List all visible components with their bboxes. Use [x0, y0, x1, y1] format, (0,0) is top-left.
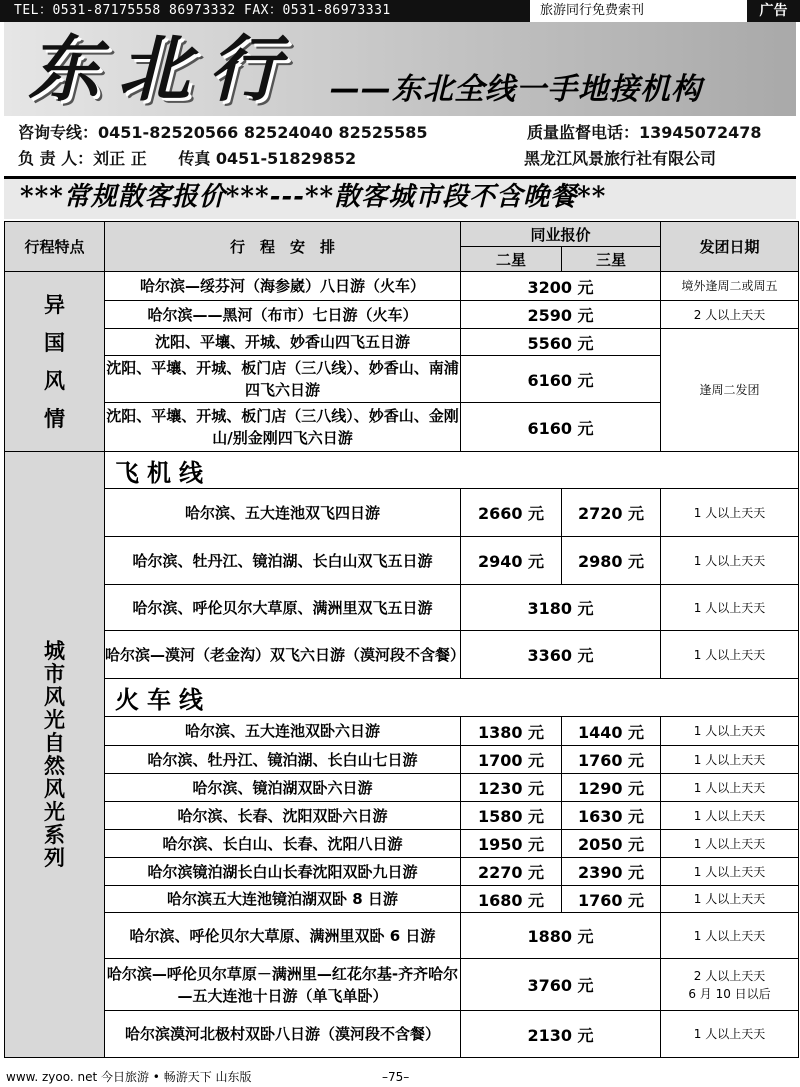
route: 哈尔滨、镜泊湖双卧六日游	[105, 774, 461, 802]
header-date: 发团日期	[661, 222, 799, 272]
table-row	[5, 774, 799, 802]
date: 1 人以上天天	[661, 913, 799, 959]
route: 哈尔滨、牡丹江、镜泊湖、长白山双飞五日游	[105, 537, 461, 585]
route: 哈尔滨、牡丹江、镜泊湖、长白山七日游	[105, 746, 461, 774]
table-row	[5, 272, 799, 301]
table-row	[5, 585, 799, 631]
header-star2: 二星	[461, 247, 562, 272]
price-2star: 1380 元	[461, 717, 562, 746]
hotline-label: 咨询专线：	[18, 123, 99, 142]
date: 1 人以上天天	[661, 802, 799, 830]
fax-value: 0451-51829852	[215, 149, 357, 168]
table-row	[5, 746, 799, 774]
slogan: ——东北全线一手地接机构	[330, 72, 702, 107]
price: 3760 元	[461, 959, 661, 1011]
price-2star: 2270 元	[461, 858, 562, 886]
quality-label: 质量监督电话：	[527, 123, 640, 142]
category-char: 风	[44, 368, 65, 393]
table-row	[5, 1011, 799, 1058]
table-row	[5, 802, 799, 830]
table-row	[5, 301, 799, 329]
price-3star: 1290 元	[562, 774, 661, 802]
ad-badge: 广告	[747, 0, 800, 22]
category-char: 光	[44, 799, 65, 824]
category-char: 光	[44, 707, 65, 732]
page-number: –75–	[382, 1070, 410, 1084]
header-price: 同业报价	[461, 222, 661, 247]
header-star3: 三星	[562, 247, 661, 272]
date: 1 人以上天天	[661, 886, 799, 913]
train-section-label: 火车线	[105, 679, 799, 717]
category-char: 城	[44, 638, 65, 663]
price: 3180 元	[461, 585, 661, 631]
table-row	[5, 913, 799, 959]
price: 5560 元	[461, 329, 661, 356]
contact-bar: TEL：0531-87175558 86973332 FAX：0531-86973331	[0, 0, 530, 22]
route: 哈尔滨镜泊湖长白山长春沈阳双卧九日游	[105, 858, 461, 886]
date: 境外逢周二或周五	[661, 272, 799, 301]
price: 2590 元	[461, 301, 661, 329]
price: 1880 元	[461, 913, 661, 959]
footer	[0, 1068, 800, 1087]
price-3star: 1630 元	[562, 802, 661, 830]
date: 1 人以上天天	[661, 631, 799, 679]
price-3star: 2980 元	[562, 537, 661, 585]
price-3star: 2720 元	[562, 489, 661, 537]
price-2star: 1700 元	[461, 746, 562, 774]
category-char: 风	[44, 776, 65, 801]
date-line: 2 人以上天天	[693, 968, 766, 983]
table-row	[5, 329, 799, 356]
date: 1 人以上天天	[661, 1011, 799, 1058]
tagline: 旅游同行免费索刊	[540, 3, 645, 18]
price: 3200 元	[461, 272, 661, 301]
manager-label: 负 责 人：	[18, 149, 94, 168]
price-3star: 1440 元	[562, 717, 661, 746]
hotline	[18, 121, 428, 145]
manager	[18, 147, 356, 171]
quality-value: 13945072478	[639, 123, 762, 142]
price-3star: 1760 元	[562, 746, 661, 774]
quality-phone	[527, 121, 761, 145]
date: 2 人以上天天	[661, 301, 799, 329]
date: 1 人以上天天	[661, 830, 799, 858]
date	[661, 959, 799, 1011]
logo: 东北行	[28, 26, 299, 111]
date: 1 人以上天天	[661, 489, 799, 537]
header-feature: 行程特点	[5, 222, 105, 272]
price-3star: 2050 元	[562, 830, 661, 858]
date: 1 人以上天天	[661, 717, 799, 746]
route: 哈尔滨、长春、沈阳双卧六日游	[105, 802, 461, 830]
table-row	[5, 489, 799, 537]
date-line: 6 月 10 日以后	[688, 986, 771, 1001]
flight-section-label: 飞机线	[105, 452, 799, 489]
price: 3360 元	[461, 631, 661, 679]
price-2star: 1580 元	[461, 802, 562, 830]
price-3star: 2390 元	[562, 858, 661, 886]
table-row	[5, 959, 799, 1011]
price: 2130 元	[461, 1011, 661, 1058]
footer-site: www. zyoo. net 今日旅游 • 畅游天下 山东版	[6, 1070, 252, 1084]
route: 哈尔滨——黑河（布市）七日游（火车）	[105, 301, 461, 329]
category-city	[5, 452, 105, 1058]
category-foreign	[5, 272, 105, 452]
date: 逢周二发团	[661, 329, 799, 452]
table-row	[5, 537, 799, 585]
fax-label: 传真	[178, 149, 211, 168]
price-table	[4, 221, 799, 1058]
price-2star: 1950 元	[461, 830, 562, 858]
table-row	[5, 631, 799, 679]
route: 沈阳、平壤、开城、妙香山四飞五日游	[105, 329, 461, 356]
route: 哈尔滨漠河北极村双卧八日游（漠河段不含餐）	[105, 1011, 461, 1058]
route: 哈尔滨—漠河（老金沟）双飞六日游（漠河段不含餐）	[105, 631, 461, 679]
table-row	[5, 717, 799, 746]
category-char: 情	[44, 406, 65, 431]
hotline-value: 0451-82520566 82524040 82525585	[98, 123, 428, 142]
date: 1 人以上天天	[661, 746, 799, 774]
date: 1 人以上天天	[661, 858, 799, 886]
category-char: 市	[44, 661, 65, 686]
date: 1 人以上天天	[661, 585, 799, 631]
table-row	[5, 830, 799, 858]
route: 哈尔滨—绥芬河（海参崴）八日游（火车）	[105, 272, 461, 301]
date: 1 人以上天天	[661, 774, 799, 802]
category-char: 然	[44, 753, 65, 778]
price-2star: 1680 元	[461, 886, 562, 913]
price-3star: 1760 元	[562, 886, 661, 913]
price-2star: 2660 元	[461, 489, 562, 537]
route: 哈尔滨五大连池镜泊湖双卧 8 日游	[105, 886, 461, 913]
route: 哈尔滨—呼伦贝尔草原－满洲里—红花尔基-齐齐哈尔—五大连池十日游（单飞单卧）	[105, 959, 461, 1011]
category-char: 国	[44, 330, 65, 355]
price: 6160 元	[461, 356, 661, 403]
route: 哈尔滨、五大连池双卧六日游	[105, 717, 461, 746]
price-2star: 1230 元	[461, 774, 562, 802]
route: 沈阳、平壤、开城、板门店（三八线）、妙香山、南浦四飞六日游	[105, 356, 461, 403]
table-row	[5, 886, 799, 913]
route: 哈尔滨、呼伦贝尔大草原、满洲里双飞五日游	[105, 585, 461, 631]
headline: ***常规散客报价***---**散客城市段不含晚餐**	[20, 182, 607, 212]
category-char: 风	[44, 684, 65, 709]
category-char: 系	[44, 822, 65, 847]
date: 1 人以上天天	[661, 537, 799, 585]
category-char: 异	[44, 292, 65, 317]
table-row	[5, 858, 799, 886]
route: 哈尔滨、长白山、长春、沈阳八日游	[105, 830, 461, 858]
manager-value: 刘正 正	[93, 149, 147, 168]
price-2star: 2940 元	[461, 537, 562, 585]
price: 6160 元	[461, 403, 661, 452]
category-char: 列	[44, 845, 65, 870]
route: 哈尔滨、呼伦贝尔大草原、满洲里双卧 6 日游	[105, 913, 461, 959]
header-itinerary: 行 程 安 排	[105, 222, 461, 272]
route: 哈尔滨、五大连池双飞四日游	[105, 489, 461, 537]
category-char: 自	[44, 730, 65, 755]
route: 沈阳、平壤、开城、板门店（三八线）、妙香山、金刚山/别金刚四飞六日游	[105, 403, 461, 452]
company-name: 黑龙江风景旅行社有限公司	[524, 149, 717, 168]
